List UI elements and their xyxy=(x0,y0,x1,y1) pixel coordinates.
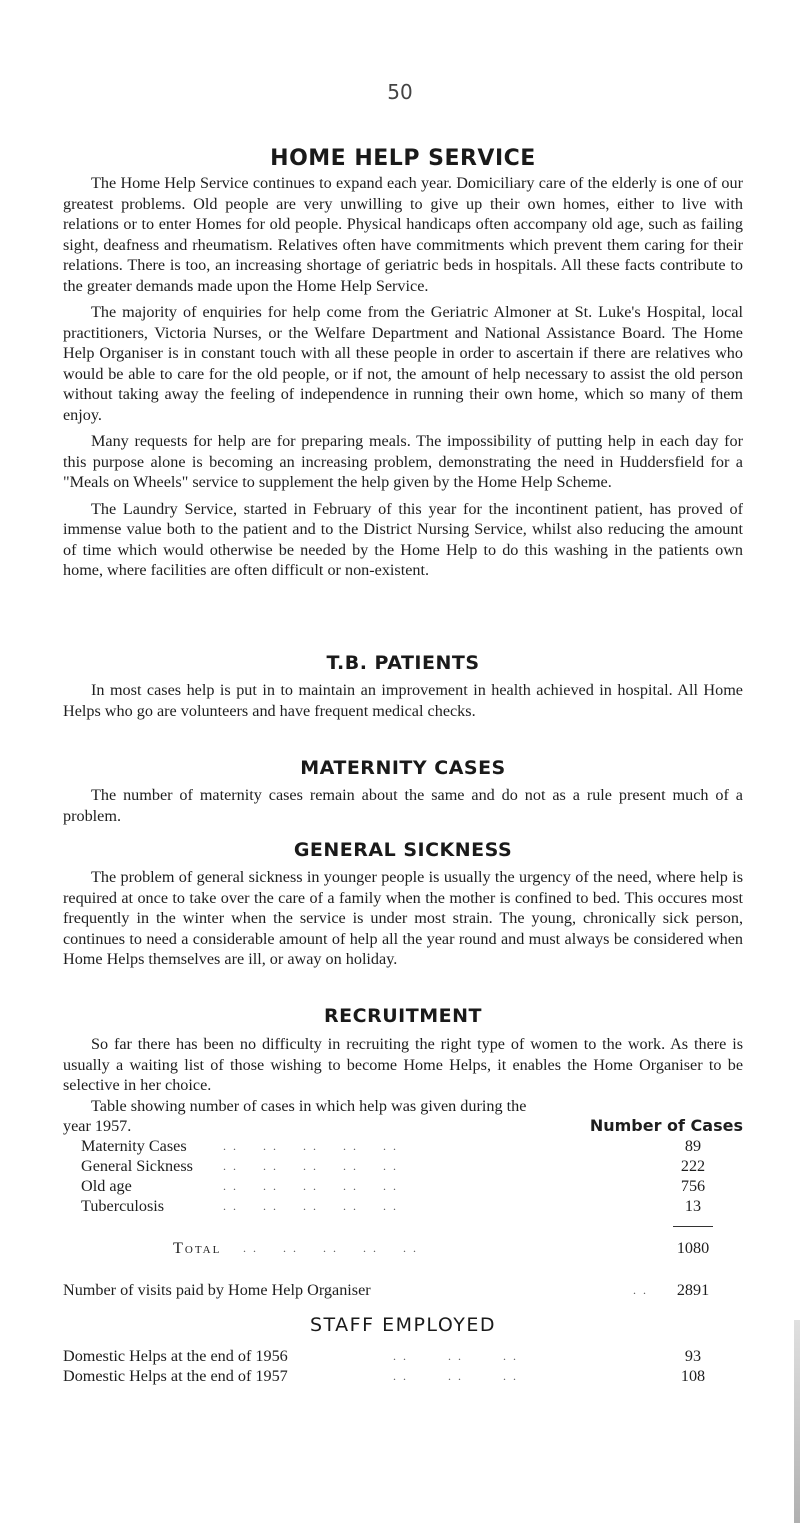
staff-row xyxy=(63,1366,743,1386)
table-total-label: Total xyxy=(173,1239,222,1257)
staff-row-label: Domestic Helps at the end of 1956 xyxy=(63,1347,288,1365)
leader-dots: . . . . . . . . . . xyxy=(223,1179,398,1193)
home-help-paragraph-1: The Home Help Service continues to expand each year. Domiciliary care of the elderly is one of our greatest problems. Old people are very unwilling to give up their own homes, either to live with relations or to enter Homes for old people. Physical handicaps often accompany old age, such as failing sight, deafness and rheumatism. Relatives often have commitments which prevent them caring for their relations. There is too, an increasing shortage of geriatric beds in hospitals. All these facts contribute to the greater demands made upon the Home Help Service. xyxy=(63,174,743,295)
leader-dots: . . . . . . xyxy=(393,1349,518,1363)
general-sickness-paragraph: The problem of general sickness in younger people is usually the urgency of the need, where help is required at once to take over the care of a family when the mother is confined to bed. This occures most frequently in the winter when the service is under most strain. The young, chronically sick person, continues to need a considerable amount of help all the year round and must always be considered when Home Helps themselves are ill, or away on holiday. xyxy=(63,868,743,968)
table-total-value: 1080 xyxy=(676,1239,710,1257)
table-row xyxy=(63,1136,743,1156)
table-row-label: Tuberculosis xyxy=(81,1197,165,1215)
sum-rule xyxy=(673,1226,713,1227)
section-title-general-sickness: GENERAL SICKNESS xyxy=(293,839,513,861)
recruitment-body xyxy=(63,1034,743,1096)
general-sickness-body xyxy=(63,867,743,970)
table-row-value: 13 xyxy=(684,1197,702,1215)
leader-dots: . . . . . . . . . . xyxy=(223,1159,398,1173)
staff-row xyxy=(63,1346,743,1366)
home-help-paragraph-3: Many requests for help are for preparing meals. The impossibility of putting help in each day for this purpose alone is becoming an increasing problem, demonstrating the need in Huddersfield for a "Meals on Wheels" service to supplement the help given by the Home Help Scheme. xyxy=(63,432,743,491)
table-row-value: 756 xyxy=(680,1177,706,1195)
table-row-label: General Sickness xyxy=(81,1157,193,1175)
tb-body xyxy=(63,680,743,721)
table-row-value: 89 xyxy=(684,1137,702,1155)
home-help-paragraph-2: The majority of enquiries for help come from the Geriatric Almoner at St. Luke's Hospital, local practitioners, Victoria Nurses, or the Welfare Department and National Assistance Board. The Home Help Organiser is in constant touch with all these people in order to ascertain if there are relatives who would be able to care for the old people, or if not, the amount of help necessary to assist the old person without taking away the feeling of independence in running their own home, which so many of them enjoy. xyxy=(63,303,743,424)
section-title-tb: T.B. PATIENTS xyxy=(326,652,480,674)
visits-row xyxy=(63,1280,743,1300)
recruitment-paragraph: So far there has been no difficulty in recruiting the right type of women to the work. As there is usually a waiting list of those wishing to become Home Helps, it enables the Home Organiser to be selective in her choice. xyxy=(63,1035,743,1094)
visits-value: 2891 xyxy=(676,1281,710,1299)
table-total-row xyxy=(63,1238,743,1258)
staff-row-label: Domestic Helps at the end of 1957 xyxy=(63,1367,288,1385)
cases-table-column-header: Number of Cases xyxy=(589,1116,743,1135)
table-row xyxy=(63,1176,743,1196)
home-help-body xyxy=(63,173,743,581)
page-number: 50 xyxy=(387,80,413,104)
staff-row-value: 93 xyxy=(684,1347,702,1365)
leader-dots: . . xyxy=(633,1283,648,1297)
table-row-label: Old age xyxy=(81,1177,132,1195)
table-row-value: 222 xyxy=(680,1157,706,1175)
visits-label: Number of visits paid by Home Help Organiser xyxy=(63,1281,371,1299)
tb-paragraph: In most cases help is put in to maintain an improvement in health achieved in hospital. All Home Helps who go are volunteers and have frequent medical checks. xyxy=(63,681,743,720)
leader-dots: . . . . . . xyxy=(393,1369,518,1383)
table-row-label: Maternity Cases xyxy=(81,1137,187,1155)
maternity-body xyxy=(63,785,743,826)
leader-dots: . . . . . . . . . . xyxy=(223,1139,398,1153)
section-title-recruitment: RECRUITMENT xyxy=(324,1005,482,1027)
table-row xyxy=(63,1156,743,1176)
section-title-staff: STAFF EMPLOYED xyxy=(309,1314,496,1336)
leader-dots: . . . . . . . . . . xyxy=(243,1241,418,1255)
maternity-paragraph: The number of maternity cases remain about the same and do not as a rule present much of a problem. xyxy=(63,786,743,825)
home-help-paragraph-4: The Laundry Service, started in February of this year for the incontinent patient, has proved of immense value both to the patient and to the District Nursing Service, whilst also reducing the amount of time which would otherwise be needed by the Home Help to do this washing in the patients own home, where facilities are often difficult or non-existent. xyxy=(63,499,743,579)
staff-row-value: 108 xyxy=(680,1367,706,1385)
table-row xyxy=(63,1196,743,1216)
leader-dots: . . . . . . . . . . xyxy=(223,1199,398,1213)
cases-table-intro xyxy=(63,1096,743,1136)
page-edge-shadow xyxy=(794,1320,800,1523)
section-title-maternity: MATERNITY CASES xyxy=(300,757,506,779)
section-title-home-help: HOME HELP SERVICE xyxy=(270,146,536,171)
cases-table-intro-line-1: Table showing number of cases in which help was given during the xyxy=(91,1097,527,1115)
cases-table-intro-line-2: year 1957. xyxy=(63,1117,132,1135)
